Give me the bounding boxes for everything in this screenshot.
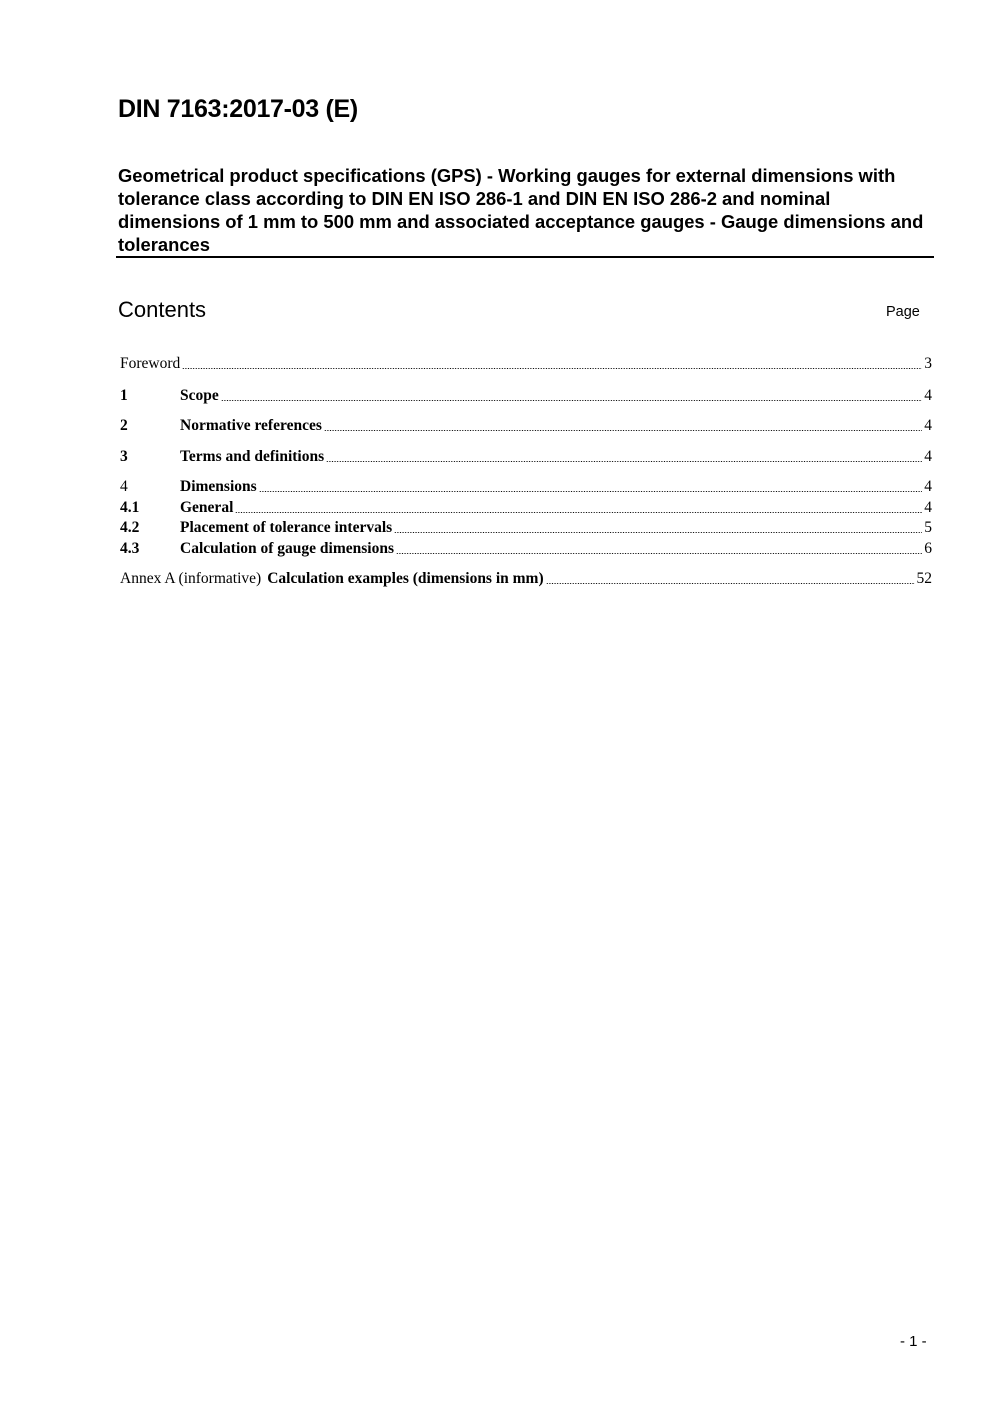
toc-entry-general[interactable] (120, 498, 932, 518)
toc-entry-calculation-of-gauge-dimensions[interactable] (120, 539, 932, 559)
toc-entry-number: 4.3 (120, 540, 140, 557)
toc-entry-number: 4.1 (120, 499, 140, 516)
toc-entry-page: 6 (924, 540, 932, 557)
toc-entry-page: 3 (924, 355, 932, 372)
toc-entry-dimensions[interactable] (120, 477, 932, 497)
toc-entry-title: Placement of tolerance intervals (180, 519, 393, 536)
toc-entry-title: Normative references (180, 417, 322, 434)
toc-leader-dots (180, 354, 924, 374)
toc-leader-dots (324, 447, 924, 467)
toc-entry-number: 2 (120, 417, 128, 434)
toc-entry-number: 4 (120, 478, 128, 495)
document-title: Geometrical product specifications (GPS) - Working gauges for external dimensions with tolerance class according to DIN EN ISO 286-1 and DIN EN ISO 286-2 and nominal dimensions of 1 mm to 500 mm and associated acceptance gauges - Gauge dimensions and tolerances (118, 165, 924, 255)
toc-leader-dots (392, 518, 924, 538)
toc-leader-dots (544, 569, 917, 589)
toc-entry-scope[interactable] (120, 386, 932, 406)
toc-entry-normative-references[interactable] (120, 416, 932, 436)
toc-annex-page: 52 (916, 570, 932, 587)
toc-entry-foreword[interactable] (120, 354, 932, 374)
toc-entry-title: Calculation of gauge dimensions (180, 540, 395, 557)
toc-annex-label: Annex A (informative) (120, 570, 262, 587)
title-underline (116, 256, 934, 258)
toc-entry-placement-of-tolerance-intervals[interactable] (120, 518, 932, 538)
toc-entry-page: 4 (924, 499, 932, 516)
toc-leader-dots (219, 386, 925, 406)
document-id: DIN 7163:2017-03 (E) (118, 95, 358, 123)
toc-entry-title: General (180, 499, 234, 516)
toc-entry-number: 3 (120, 448, 128, 465)
toc-entry-title: Scope (180, 387, 219, 404)
toc-entry-page: 5 (924, 519, 932, 536)
page-number: - 1 - (900, 1333, 927, 1350)
toc-entry-title: Foreword (120, 355, 181, 372)
toc-entry-title: Terms and definitions (180, 448, 325, 465)
page-column-heading: Page (886, 304, 920, 320)
toc-annex-title: Calculation examples (dimensions in mm) (267, 570, 544, 587)
toc-entry-page: 4 (924, 448, 932, 465)
toc-entry-terms-and-definitions[interactable] (120, 447, 932, 467)
toc-entry-number: 4.2 (120, 519, 140, 536)
toc-entry-page: 4 (924, 478, 932, 495)
toc-entry-page: 4 (924, 387, 932, 404)
toc-entry-title: Dimensions (180, 478, 257, 495)
toc-entry-page: 4 (924, 417, 932, 434)
toc-leader-dots (257, 477, 925, 497)
toc-leader-dots (233, 498, 924, 518)
toc-entry-number: 1 (120, 387, 128, 404)
toc-leader-dots (322, 416, 924, 436)
toc-entry-annex-a[interactable] (120, 569, 932, 589)
contents-heading: Contents (118, 297, 207, 322)
toc-leader-dots (394, 539, 924, 559)
